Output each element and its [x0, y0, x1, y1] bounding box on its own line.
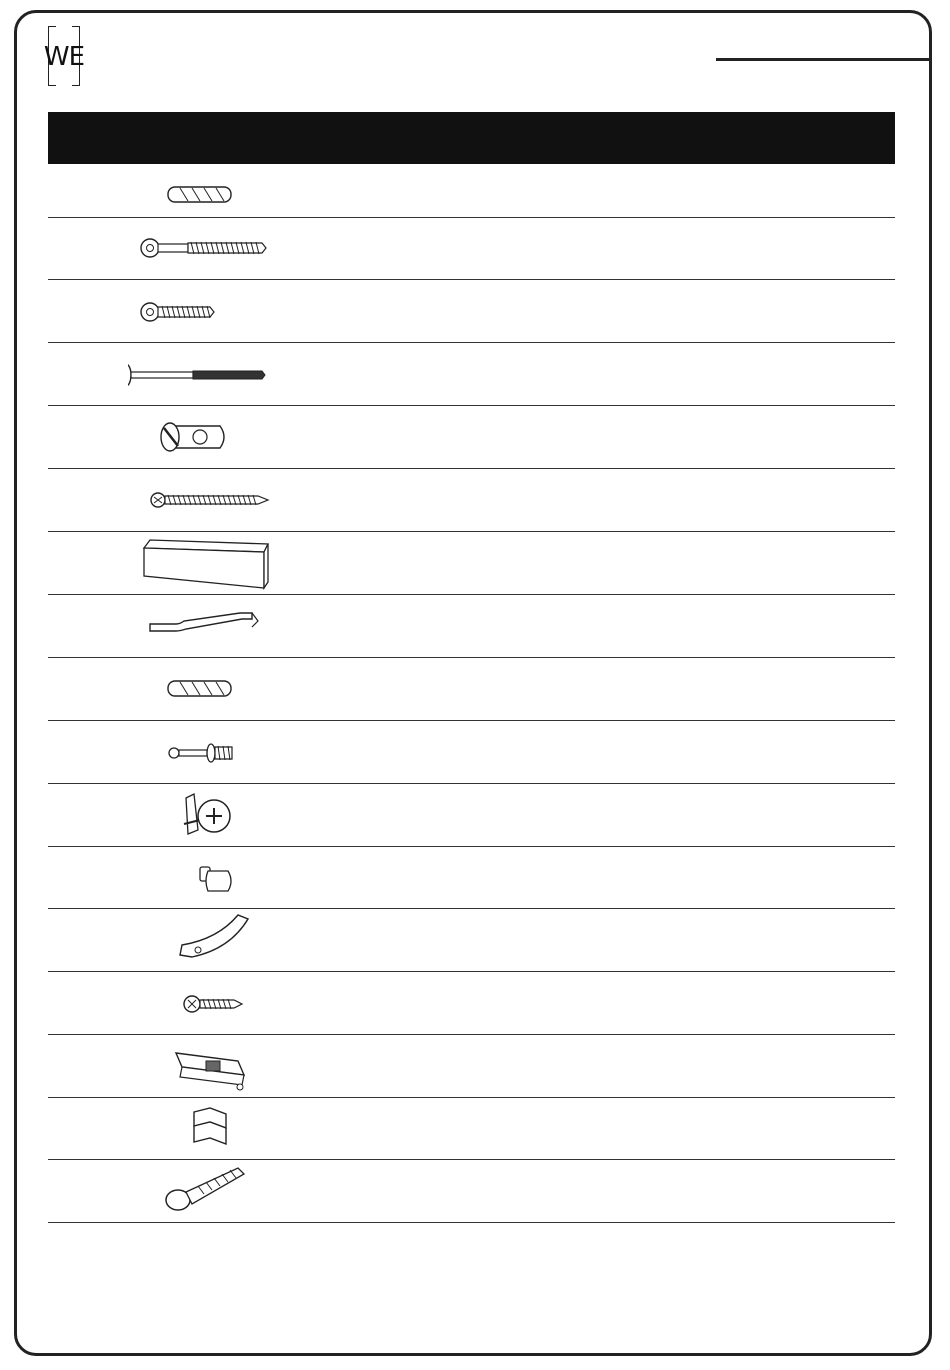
table-row	[48, 595, 895, 658]
allen-key-icon	[128, 595, 328, 657]
table-row	[48, 218, 895, 280]
table-row	[48, 280, 895, 343]
short-screw-icon	[128, 972, 328, 1034]
brand-logo	[40, 26, 88, 86]
wood-dowel-icon	[128, 164, 328, 217]
table-row	[48, 1098, 895, 1160]
drawer-clip-icon	[128, 1035, 328, 1097]
extra-long-bolt-icon	[128, 343, 328, 405]
cam-lock-icon	[128, 784, 328, 846]
wood-block-icon	[128, 532, 328, 594]
table-row	[48, 721, 895, 784]
short-hex-bolt-icon	[128, 280, 328, 342]
table-row	[48, 847, 895, 909]
shelf-pin-icon	[128, 847, 328, 908]
table-row	[48, 406, 895, 469]
cam-bolt-icon	[128, 721, 328, 783]
table-row	[48, 343, 895, 406]
table-row	[48, 909, 895, 972]
metal-strap-icon	[128, 909, 328, 971]
table-row	[48, 972, 895, 1035]
parts-table-header	[48, 112, 895, 164]
table-row	[48, 532, 895, 595]
header-rule	[716, 58, 932, 61]
plastic-clip-icon	[128, 1098, 328, 1159]
table-row	[48, 784, 895, 847]
table-row	[48, 1160, 895, 1223]
barrel-nut-icon	[128, 406, 328, 468]
wall-anchor-icon	[128, 1160, 328, 1222]
table-row	[48, 658, 895, 721]
logo-text: WE	[43, 42, 85, 72]
table-row	[48, 164, 895, 218]
table-row	[48, 1035, 895, 1098]
parts-table	[48, 164, 895, 1223]
long-hex-bolt-icon	[128, 218, 328, 279]
wood-screw-icon	[128, 469, 328, 531]
table-row	[48, 469, 895, 532]
small-dowel-icon	[128, 658, 328, 720]
